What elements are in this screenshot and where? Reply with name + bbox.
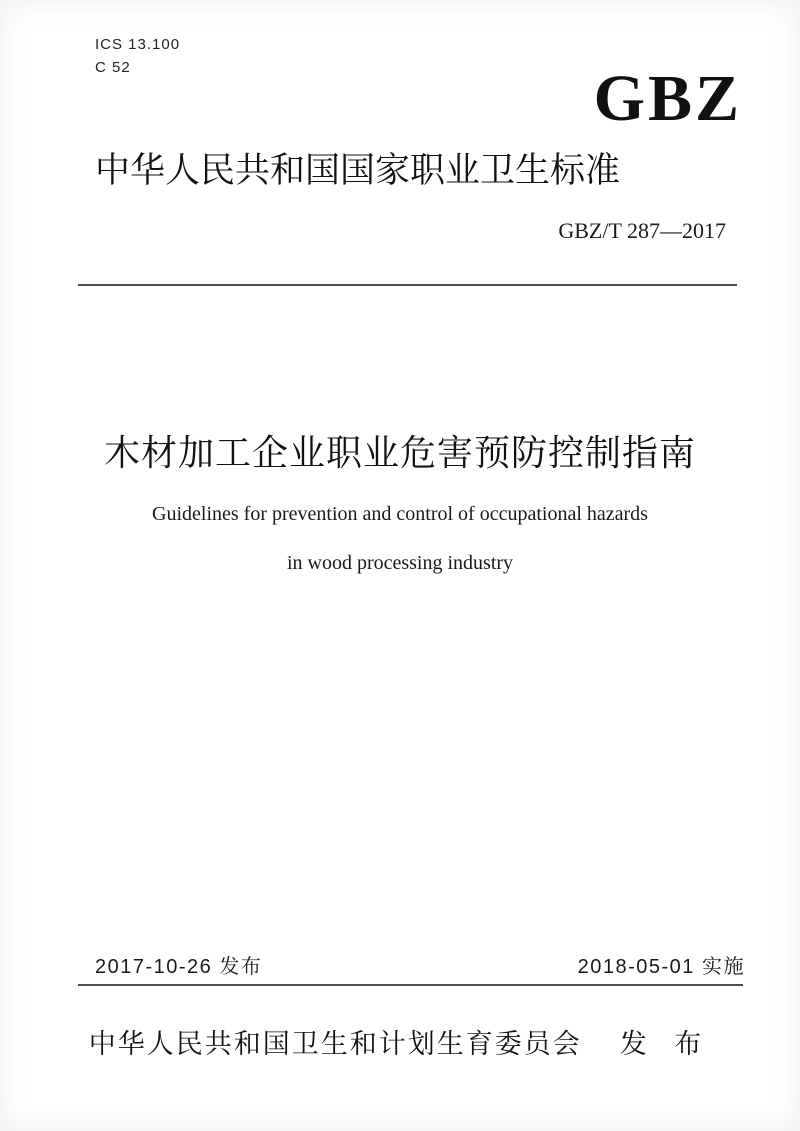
document-title-chinese: 木材加工企业职业危害预防控制指南 [103,432,696,473]
document-category-code: C 52 [95,59,131,76]
header-divider-line [78,284,737,286]
publisher-row [0,1022,800,1061]
issue-date: 2017-10-26 发布 [95,956,263,978]
publish-label: 发 布 [619,1029,712,1059]
standard-number: GBZ/T 287—2017 [558,218,726,243]
footer-divider-line [78,984,743,986]
implementation-date: 2018-05-01 实施 [577,956,745,978]
document-title-english-line2: in wood processing industry [286,552,514,574]
ics-code: ICS 13.100 [95,36,181,53]
document-title-english-line1: Guidelines for prevention and control of occupational hazards [152,503,648,525]
dates-row [95,950,745,979]
standard-name-heading: 中华人民共和国国家职业卫生标准 [95,151,621,190]
gbz-logo: GBZ [593,62,742,135]
publisher-name: 中华人民共和国卫生和计划生育委员会 [88,1029,582,1059]
